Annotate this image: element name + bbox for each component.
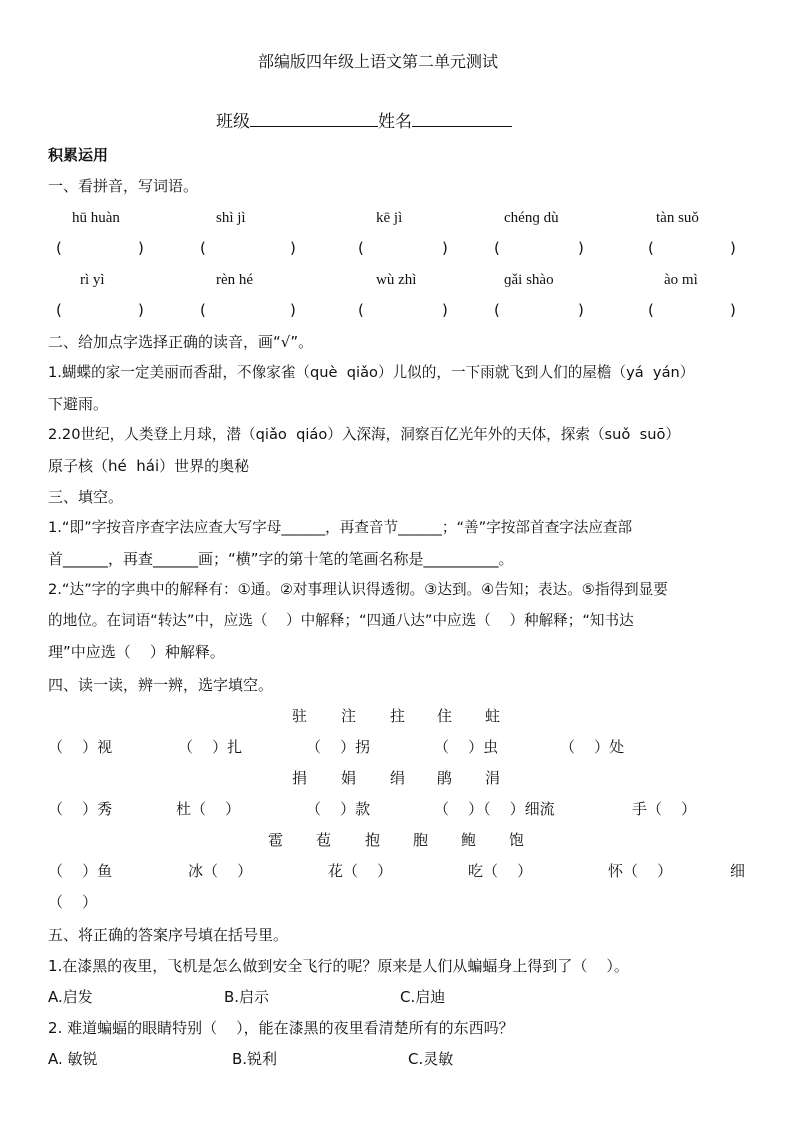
q2-line: 原子核（hé hái）世界的奥秘	[48, 457, 250, 475]
option-a[interactable]: A. 敏锐	[48, 1050, 98, 1068]
paren-close: )	[138, 239, 144, 257]
q3-heading: 三、填空。	[48, 488, 124, 506]
section-heading: 积累运用	[48, 146, 109, 164]
paren-close: )	[138, 301, 144, 319]
q3-line: 2.“达”字的字典中的解释有：①通。②对事理认识得透彻。③达到。④告知；表达。⑤指得到显要	[48, 581, 668, 598]
choice-char: 蛀	[485, 707, 501, 725]
option-c[interactable]: C.灵敏	[408, 1050, 454, 1068]
fill-item[interactable]: 怀（ ）	[608, 862, 673, 880]
pinyin-item: ào mì	[664, 272, 698, 288]
choice-char: 捐	[292, 769, 308, 787]
fill-item[interactable]: 手（ ）	[632, 800, 697, 818]
q2-line: 下避雨。	[48, 395, 109, 413]
fill-item[interactable]: 花（ ）	[328, 862, 393, 880]
pinyin-item: shì jì	[216, 210, 246, 226]
pinyin-item: tàn suǒ	[656, 210, 699, 226]
paren-close: )	[730, 301, 736, 319]
paren-open: (	[56, 239, 62, 257]
paren-close: )	[442, 239, 448, 257]
choice-char: 鲍	[461, 831, 477, 849]
choice-char: 苞	[316, 831, 332, 849]
fill-item[interactable]: 吃（ ）	[468, 862, 533, 880]
option-c[interactable]: C.启迪	[400, 988, 446, 1006]
pinyin-item: chénɡ dù	[504, 210, 559, 226]
q5-question: 2. 难道蝙蝠的眼睛特别（ ），能在漆黑的夜里看清楚所有的东西吗？	[48, 1019, 514, 1037]
fill-item[interactable]: 细	[730, 862, 746, 880]
q2-heading: 二、给加点字选择正确的读音，画“√”。	[48, 333, 314, 351]
name-label: 姓名	[378, 112, 412, 132]
pinyin-item: wù zhì	[376, 272, 417, 288]
choice-char: 驻	[292, 707, 308, 725]
option-b[interactable]: B.锐利	[232, 1050, 278, 1068]
paren-open: (	[648, 239, 654, 257]
paren-open: (	[358, 301, 364, 319]
fill-item[interactable]: 杜（ ）	[176, 800, 241, 818]
pinyin-item: hū huàn	[72, 210, 120, 226]
q2-line: 2.20世纪，人类登上月球，潜（qiǎo qiáo）入深海，洞察百亿光年外的天体，探索（suǒ suō）	[48, 426, 680, 443]
fill-item[interactable]: 冰（ ）	[188, 862, 253, 880]
choice-char: 绢	[390, 769, 406, 787]
pinyin-item: ɡǎi shào	[504, 272, 554, 288]
choice-char: 抱	[365, 831, 381, 849]
paren-close: )	[442, 301, 448, 319]
paren-open: (	[56, 301, 62, 319]
fill-item[interactable]: （ ）处	[560, 738, 625, 756]
fill-item[interactable]: （ ）拐	[306, 738, 371, 756]
choice-char: 胞	[413, 831, 429, 849]
choice-char: 娟	[341, 769, 357, 787]
q1-heading: 一、看拼音，写词语。	[48, 177, 199, 195]
q3-line: 的地位。在词语“转达”中，应选（ ）中解释；“四通八达”中应选（ ）种解释；“知书达	[48, 612, 634, 629]
fill-item[interactable]: （ ）款	[306, 800, 371, 818]
paren-close: )	[290, 239, 296, 257]
paren-close: )	[290, 301, 296, 319]
choice-char: 饱	[509, 831, 525, 849]
paren-close: )	[578, 301, 584, 319]
choice-char: 注	[341, 707, 357, 725]
name-blank[interactable]	[412, 110, 512, 127]
paren-open: (	[358, 239, 364, 257]
choice-char: 拄	[390, 707, 406, 725]
option-a[interactable]: A.启发	[48, 988, 93, 1006]
fill-item[interactable]: （ ）	[48, 893, 98, 911]
choice-char: 住	[437, 707, 453, 725]
q2-line: 1.蝴蝶的家一定美丽而香甜，不像家雀（què qiǎo）儿似的，一下雨就飞到人们的屋檐（yá yán）	[48, 364, 695, 381]
fill-item[interactable]: （ ）视	[48, 738, 113, 756]
fill-item[interactable]: （ ）（ ）细流	[434, 800, 555, 818]
paren-open: (	[494, 301, 500, 319]
pinyin-item: rì yì	[80, 272, 105, 288]
q4-heading: 四、读一读，辨一辨，选字填空。	[48, 676, 274, 694]
page-title: 部编版四年级上语文第二单元测试	[258, 52, 499, 71]
choice-char: 涓	[485, 769, 501, 787]
paren-close: )	[578, 239, 584, 257]
paren-open: (	[648, 301, 654, 319]
paren-close: )	[730, 239, 736, 257]
q5-heading: 五、将正确的答案序号填在括号里。	[48, 926, 289, 944]
fill-item[interactable]: （ ）扎	[178, 738, 243, 756]
paren-open: (	[494, 239, 500, 257]
paren-open: (	[200, 301, 206, 319]
pinyin-item: rèn hé	[216, 272, 254, 288]
q3-line: 1.“即”字按音序查字法应查大写字母______，再查音节______；“善”字按部首查字法应查部	[48, 519, 633, 536]
q5-question: 1.在漆黑的夜里，飞机是怎么做到安全飞行的呢？原来是人们从蝙蝠身上得到了（ ）。	[48, 957, 629, 975]
option-b[interactable]: B.启示	[224, 988, 270, 1006]
q3-line: 理”中应选（ ）种解释。	[48, 643, 225, 661]
class-blank[interactable]	[250, 110, 378, 127]
choice-char: 雹	[268, 831, 284, 849]
student-info-line	[216, 110, 512, 132]
paren-open: (	[200, 239, 206, 257]
q3-line: 首______，再查______画；“横”字的第十笔的笔画名称是__________。	[48, 550, 514, 568]
choice-char: 鹃	[437, 769, 453, 787]
fill-item[interactable]: （ ）秀	[48, 800, 113, 818]
pinyin-item: kē jì	[376, 210, 403, 226]
fill-item[interactable]: （ ）虫	[434, 738, 499, 756]
fill-item[interactable]: （ ）鱼	[48, 862, 113, 880]
class-label: 班级	[216, 112, 250, 132]
